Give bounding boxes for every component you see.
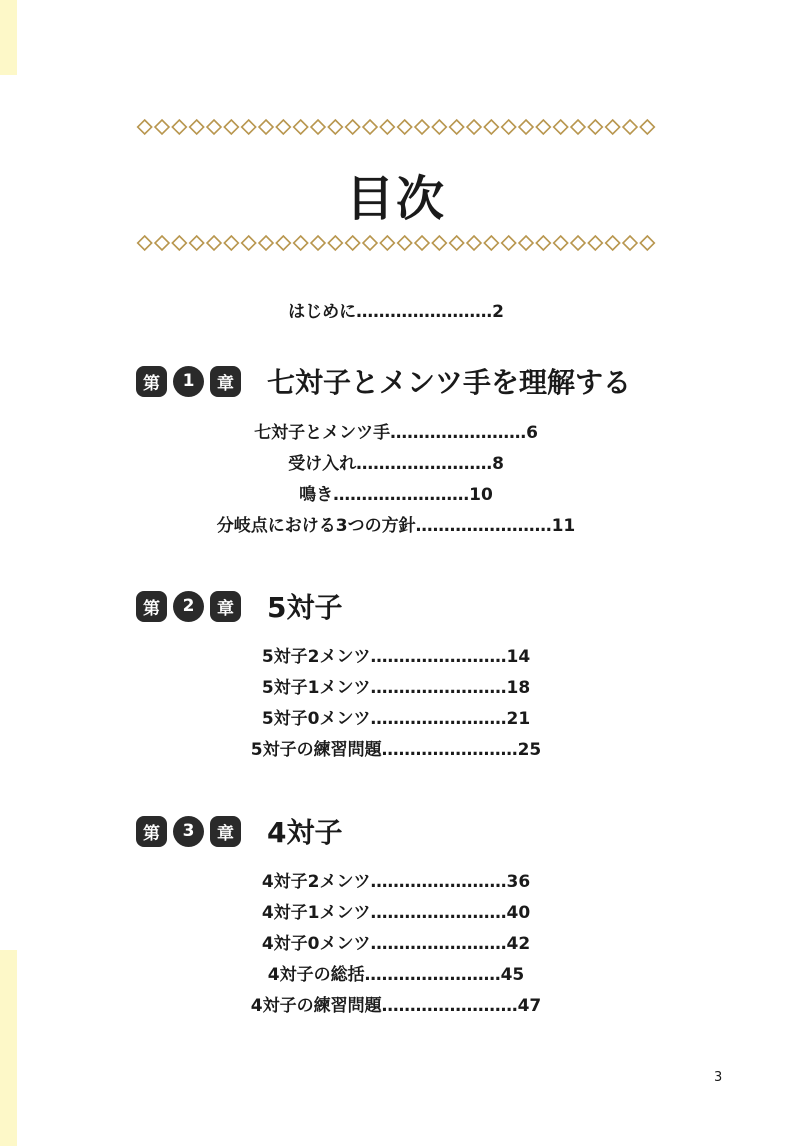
ornament-diamond (536, 120, 550, 134)
toc-entry[interactable]: 4対子0メンツ……………………42 (261, 934, 531, 954)
ornament-diamond (606, 120, 620, 134)
ornament-diamond (276, 120, 290, 134)
ornament-diamond (623, 236, 637, 250)
ornament-diamond (224, 120, 238, 134)
ornament-diamond (328, 236, 342, 250)
chapter-prefix-badge: 第 (136, 366, 167, 397)
ornament-diamond (415, 120, 429, 134)
chapter-suffix-badge: 章 (210, 591, 241, 622)
ornament-diamond (640, 120, 654, 134)
ornament-diamond (606, 236, 620, 250)
ornament-diamond (432, 120, 446, 134)
ornament-diamond (172, 120, 186, 134)
side-tab-top (0, 0, 17, 75)
ornament-diamond (380, 236, 394, 250)
ornament-diamond (259, 120, 273, 134)
ornament-diamond (519, 236, 533, 250)
toc-entry[interactable]: 4対子2メンツ……………………36 (261, 872, 531, 892)
ornament-diamond (363, 236, 377, 250)
ornament-diamond (640, 236, 654, 250)
toc-entry[interactable]: 5対子0メンツ……………………21 (261, 709, 531, 729)
ornament-diamond (467, 120, 481, 134)
ornament-diamond (207, 236, 221, 250)
ornament-diamond (380, 120, 394, 134)
chapter-title: 5対子 (267, 591, 343, 624)
toc-entry[interactable]: 鳴き……………………10 (299, 485, 493, 505)
ornament-diamond (398, 120, 412, 134)
ornament-diamond (398, 236, 412, 250)
ornament-diamond (467, 236, 481, 250)
toc-entry[interactable]: 4対子1メンツ……………………40 (261, 903, 531, 923)
chapter-suffix-badge: 章 (210, 816, 241, 847)
ornament-diamond (588, 236, 602, 250)
ornament-diamond (588, 120, 602, 134)
ornament-diamond (623, 120, 637, 134)
ornament-diamond (172, 236, 186, 250)
page-number: 3 (714, 1070, 723, 1085)
toc-entry[interactable]: 5対子2メンツ……………………14 (261, 647, 531, 667)
ornament-diamond (155, 120, 169, 134)
ornament-diamond (415, 236, 429, 250)
ornament-diamond (294, 120, 308, 134)
toc-entry[interactable]: 5対子の練習問題……………………25 (250, 740, 542, 760)
ornament-diamond (311, 120, 325, 134)
ornament-diamond (207, 120, 221, 134)
ornament-diamond (554, 236, 568, 250)
chapter-heading-2[interactable] (136, 589, 342, 623)
ornament-diamond (138, 236, 152, 250)
chapter-prefix-badge: 第 (136, 816, 167, 847)
toc-entry[interactable]: 5対子1メンツ……………………18 (261, 678, 531, 698)
chapter-number-badge: 1 (173, 366, 204, 397)
chapter-heading-3[interactable] (136, 814, 342, 848)
chapter-title: 4対子 (267, 816, 343, 849)
ornament-diamond (484, 120, 498, 134)
toc-entry[interactable]: 分岐点における3つの方針……………………11 (216, 516, 576, 536)
chapter-suffix-badge: 章 (210, 366, 241, 397)
ornament-diamond (190, 120, 204, 134)
ornament-diamond (554, 120, 568, 134)
ornament-diamond (450, 120, 464, 134)
chapter-heading-1[interactable] (136, 364, 631, 398)
ornament-diamond (519, 120, 533, 134)
toc-entry[interactable]: 4対子の総括……………………45 (267, 965, 525, 985)
toc-entry-intro[interactable]: はじめに……………………2 (288, 302, 504, 322)
diamond-border-top-icon (136, 118, 656, 136)
toc-entry[interactable]: 七対子とメンツ手……………………6 (254, 423, 538, 443)
ornament-diamond (242, 120, 256, 134)
ornament-diamond (224, 236, 238, 250)
ornament-diamond (190, 236, 204, 250)
ornament-diamond (571, 236, 585, 250)
chapter-title: 七対子とメンツ手を理解する (267, 366, 632, 399)
ornament-diamond (242, 236, 256, 250)
ornament-diamond (432, 236, 446, 250)
toc-entry[interactable]: 4対子の練習問題……………………47 (250, 996, 542, 1016)
chapter-number-badge: 2 (173, 591, 204, 622)
ornament-diamond (484, 236, 498, 250)
page-title: 目次 (345, 171, 446, 227)
ornament-diamond (571, 120, 585, 134)
ornament-diamond (155, 236, 169, 250)
ornament-diamond (328, 120, 342, 134)
ornament-diamond (536, 236, 550, 250)
ornament-diamond (311, 236, 325, 250)
ornament-diamond (346, 236, 360, 250)
toc-entry[interactable]: 受け入れ……………………8 (288, 454, 504, 474)
ornament-diamond (259, 236, 273, 250)
chapter-prefix-badge: 第 (136, 591, 167, 622)
ornament-diamond (276, 236, 290, 250)
ornament-diamond (502, 236, 516, 250)
ornament-diamond (450, 236, 464, 250)
ornament-diamond (138, 120, 152, 134)
ornament-diamond (502, 120, 516, 134)
chapter-number-badge: 3 (173, 816, 204, 847)
ornament-diamond (363, 120, 377, 134)
ornament-diamond (346, 120, 360, 134)
ornament-diamond (294, 236, 308, 250)
diamond-border-bottom-icon (136, 234, 656, 252)
